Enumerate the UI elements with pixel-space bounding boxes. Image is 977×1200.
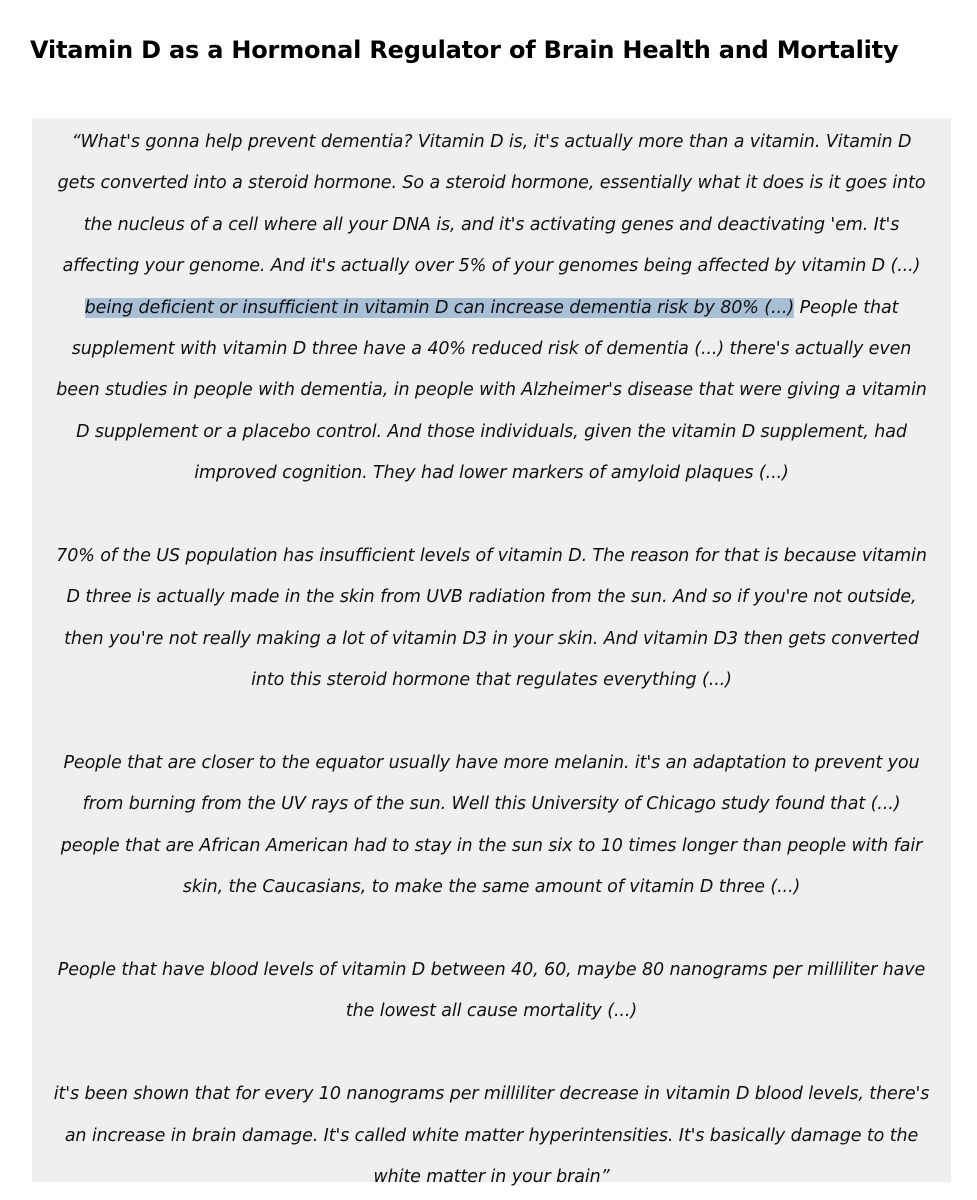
paragraph-gap (52, 1033, 931, 1074)
quote-block (32, 118, 951, 1188)
quote-paragraph-4: People that have blood levels of vitamin D between 40, 60, maybe 80 nanograms per milliliter have the lowest all cause mortality (...) (57, 960, 926, 1022)
quote-paragraph-3: People that are closer to the equator usually have more melanin. it's an adaptation to prevent you from burning from the UV rays of the sun. Well this University of Chicago study found that (...) people that are African American had to stay in the sun six to 10 times longer than people with fair skin, the Caucasians, to make the same amount of vitamin D three (...) (60, 753, 923, 898)
paragraph-gap (52, 909, 931, 950)
quote-paragraph-2: 70% of the US population has insufficient levels of vitamin D. The reason for that is because vitamin D three is actually made in the skin from UVB radiation from the sun. And so if you're not outside, then you're not really making a lot of vitamin D3 in your skin. And vitamin D3 then gets converted into this steroid hormone that regulates everything (...) (56, 546, 927, 691)
highlighted-text[interactable]: being deficient or insufficient in vitamin D can increase dementia risk by 80% (...) (84, 297, 795, 318)
quote-paragraph-1-before: “What's gonna help prevent dementia? Vitamin D is, it's actually more than a vitamin. Vitamin D gets converted into a steroid hormone. So a steroid hormone, essentially what it does is it goes into the nucleus of a cell where all your DNA is, and it's activating genes and deactivating 'em. It's affecting your genome. And it's actually over 5% of your genomes being affected by vitamin D (...) (57, 132, 926, 277)
paragraph-gap (52, 495, 931, 536)
quote-paragraph-1-after: People that supplement with vitamin D three have a 40% reduced risk of dementia (...) there's actually even been studies in people with dementia, in people with Alzheimer's disease that were giving a vitamin D supplement or a placebo control. And those individuals, given the vitamin D supplement, had improved cognition. They had lower markers of amyloid plaques (...) (56, 297, 927, 484)
quote-paragraph-5: it's been shown that for every 10 nanograms per milliliter decrease in vitamin D blood levels, there's an increase in brain damage. It's called white matter hyperintensities. It's basically damage to the white matter in your brain” (53, 1084, 930, 1188)
paragraph-gap (52, 702, 931, 743)
quote-paragraph-1 (52, 122, 931, 495)
page-title: Vitamin D as a Hormonal Regulator of Brain Health and Mortality (30, 36, 899, 64)
